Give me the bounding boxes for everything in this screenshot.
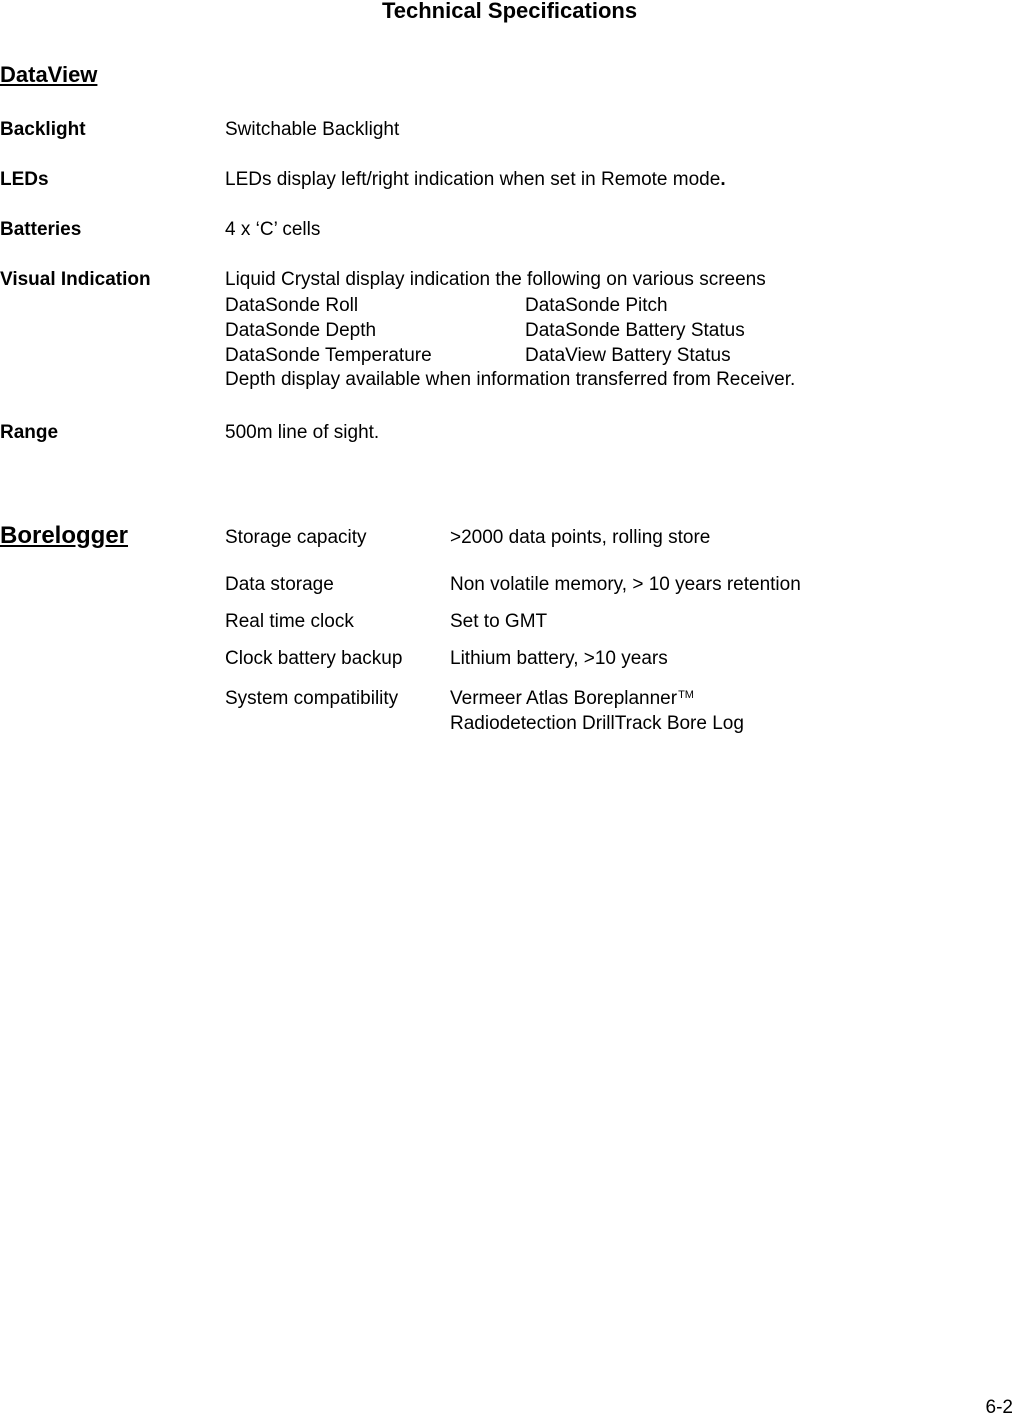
visual-item: DataSonde Temperature — [225, 345, 432, 366]
borelogger-row-label: Clock battery backup — [225, 648, 403, 669]
batteries-value: 4 x ‘C’ cells — [225, 219, 321, 240]
leds-value-text: LEDs display left/right indication when set in Remote mode — [225, 169, 721, 190]
visual-item: DataSonde Battery Status — [525, 320, 745, 341]
borelogger-row-label: Data storage — [225, 574, 334, 595]
backlight-value: Switchable Backlight — [225, 119, 400, 140]
leds-value — [225, 170, 726, 189]
range-value: 500m line of sight. — [225, 422, 380, 443]
visual-item: DataView Battery Status — [525, 345, 731, 366]
leds-value-period: . — [720, 169, 726, 190]
page-title: Technical Specifications — [381, 0, 638, 23]
borelogger-row-value: >2000 data points, rolling store — [450, 527, 711, 548]
range-label: Range — [0, 422, 59, 443]
visual-indication-intro: Liquid Crystal display indication the following on various screens — [225, 269, 766, 290]
leds-label: LEDs — [0, 169, 49, 190]
page-number: 6-2 — [985, 1397, 1013, 1418]
visual-indication-note: Depth display available when information transferred from Receiver. — [225, 369, 796, 390]
borelogger-row-value-2: Radiodetection DrillTrack Bore Log — [450, 713, 744, 734]
borelogger-heading: Borelogger — [0, 522, 129, 549]
trademark-mark: TM — [678, 689, 694, 701]
borelogger-row-label: System compatibility — [225, 688, 399, 709]
borelogger-row-value — [450, 689, 694, 708]
borelogger-row-value: Set to GMT — [450, 611, 548, 632]
borelogger-row-value: Non volatile memory, > 10 years retention — [450, 574, 801, 595]
backlight-label: Backlight — [0, 119, 86, 140]
visual-item: DataSonde Depth — [225, 320, 377, 341]
borelogger-row-value: Lithium battery, >10 years — [450, 648, 668, 669]
visual-item: DataSonde Pitch — [525, 295, 668, 316]
visual-indication-label: Visual Indication — [0, 269, 151, 290]
compatibility-value-text: Vermeer Atlas Boreplanner — [450, 688, 678, 709]
visual-item: DataSonde Roll — [225, 295, 359, 316]
dataview-heading: DataView — [0, 62, 98, 87]
borelogger-row-label: Storage capacity — [225, 527, 367, 548]
borelogger-row-label: Real time clock — [225, 611, 354, 632]
batteries-label: Batteries — [0, 219, 82, 240]
